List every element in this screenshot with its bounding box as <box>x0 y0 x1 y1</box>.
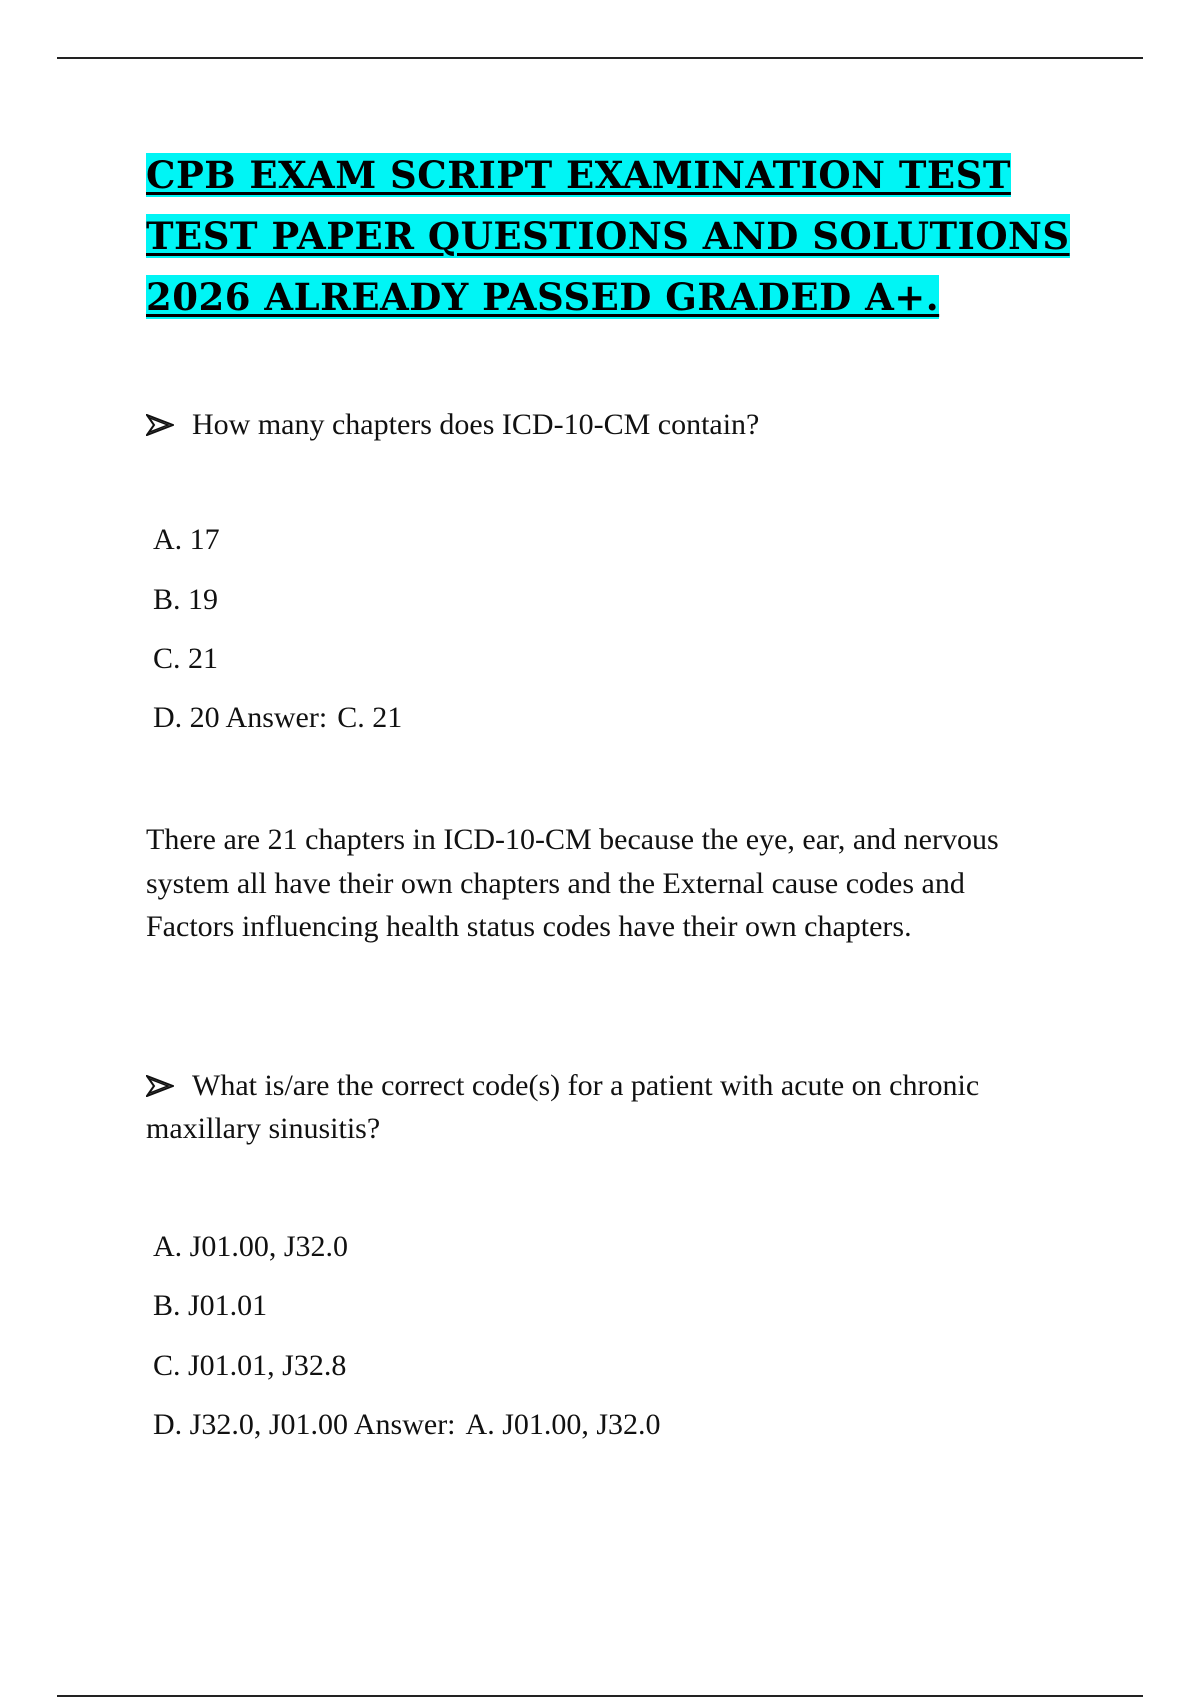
top-rule <box>57 57 1143 59</box>
question-2-text: What is/are the correct code(s) for a patient with acute on chronic maxillary sinusitis? <box>146 1069 980 1145</box>
question-1-option-b: B. 19 <box>153 583 219 616</box>
arrowhead-bullet-icon <box>146 1075 174 1097</box>
question-1-answer-label: Answer: <box>225 701 328 734</box>
question-1-option-d-text: D. 20 <box>153 701 220 734</box>
question-2-option-a: A. J01.00, J32.0 <box>153 1230 349 1263</box>
bottom-rule <box>57 1695 1143 1697</box>
question-1-option-a: A. 17 <box>153 523 220 556</box>
question-1-option-d <box>153 700 402 736</box>
question-1-text: How many chapters does ICD-10-CM contain? <box>192 408 760 441</box>
question-2-answer: A. J01.00, J32.0 <box>465 1408 661 1441</box>
arrowhead-bullet-icon <box>146 414 174 436</box>
question-2-option-b: B. J01.01 <box>153 1289 268 1322</box>
document-title <box>146 145 1086 328</box>
question-2-option-d-text: D. J32.0, J01.00 <box>153 1408 349 1441</box>
question-2 <box>146 1064 1046 1150</box>
question-2-answer-label: Answer: <box>353 1408 456 1441</box>
question-1-option-c: C. 21 <box>153 642 219 675</box>
question-1-answer: C. 21 <box>337 701 403 734</box>
question-2-option-d <box>153 1407 661 1443</box>
question-1 <box>146 403 1046 446</box>
title-highlight: CPB EXAM SCRIPT EXAMINATION TEST TEST PAPER QUESTIONS AND SOLUTIONS 2026 ALREADY PASSED GRADED A+. <box>146 153 1070 319</box>
question-2-option-c: C. J01.01, J32.8 <box>153 1349 347 1382</box>
question-1-explanation: There are 21 chapters in ICD-10-CM because the eye, ear, and nervous system all have their own chapters and the External cause codes and Factors influencing health status codes have their own chapters. <box>146 823 999 943</box>
